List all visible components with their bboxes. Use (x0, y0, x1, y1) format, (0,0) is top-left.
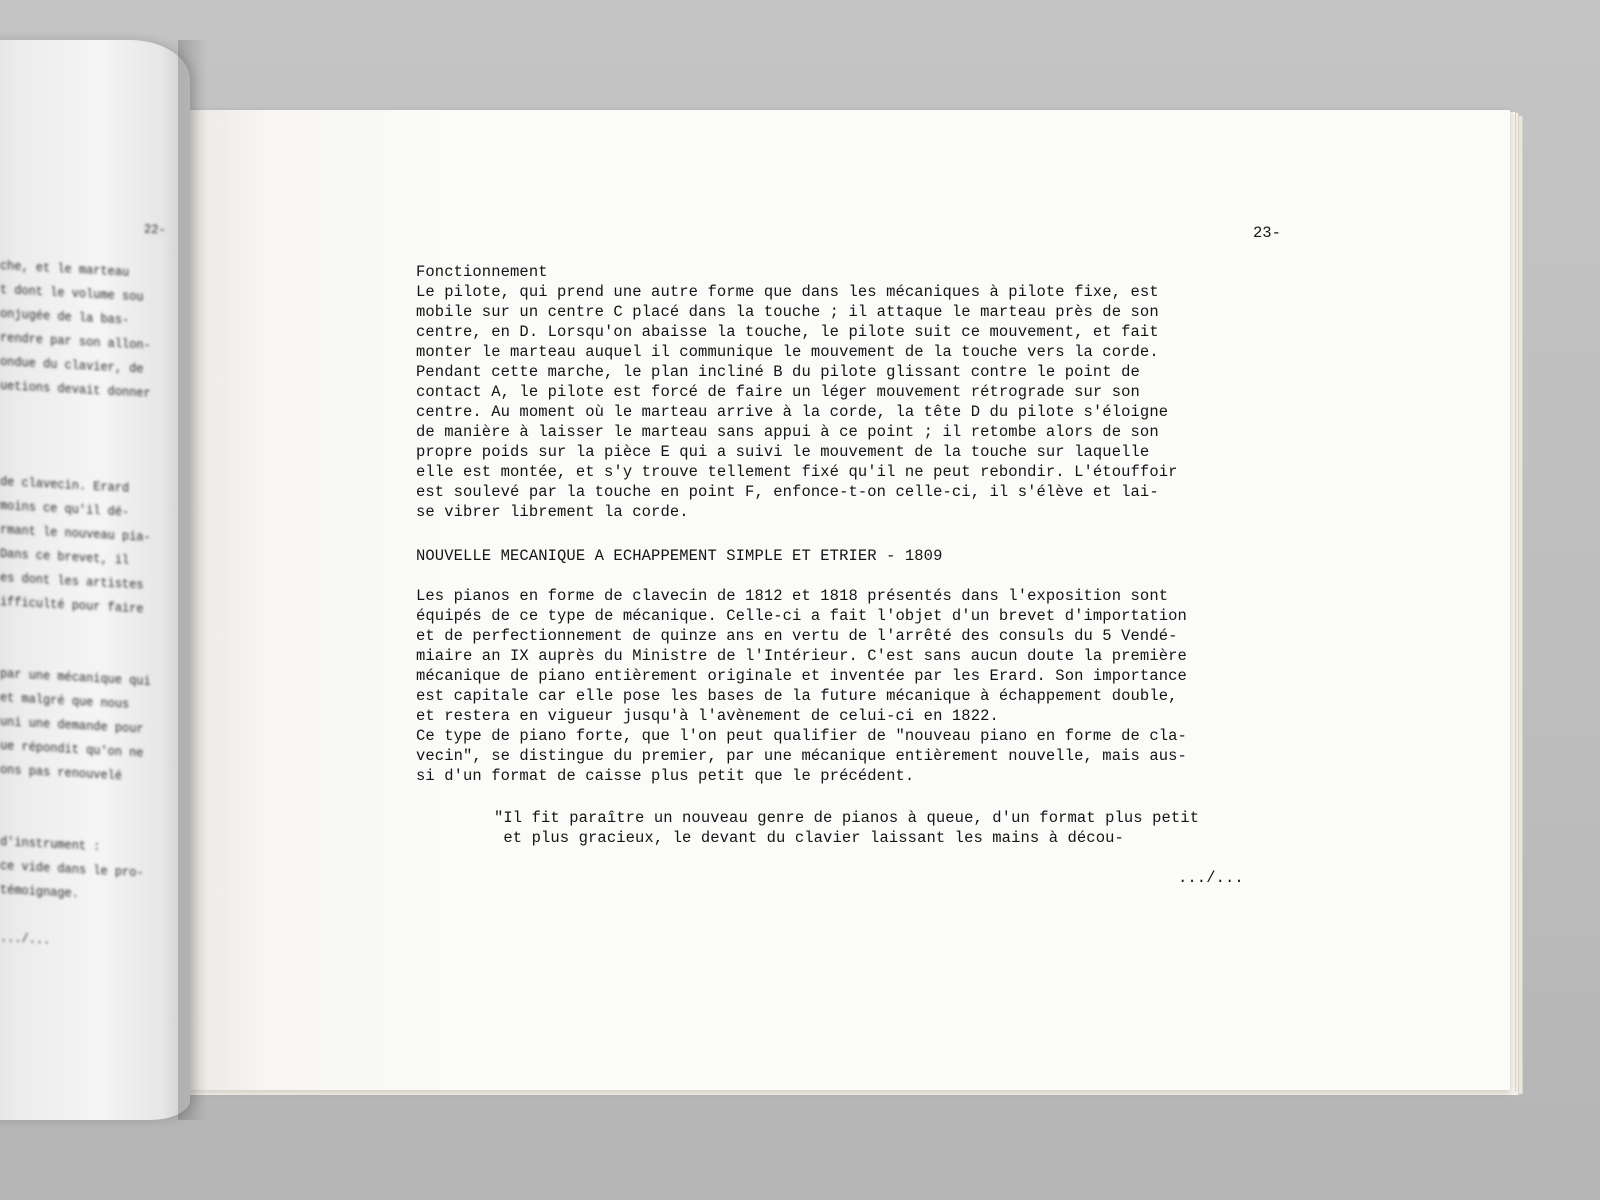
text-line: mobile sur un centre C placé dans la touche ; il attaque le marteau près de son (416, 303, 1159, 321)
text-line: équipés de ce type de mécanique. Celle-ci a fait l'objet d'un brevet d'importation (416, 607, 1187, 625)
text-line: propre poids sur la pièce E qui a suivi le mouvement de la touche sur laquelle (416, 443, 1150, 461)
text-line: centre. Au moment où le marteau arrive à la corde, la tête D du pilote s'éloigne (416, 403, 1169, 421)
left-page-line: témoignage. (0, 882, 79, 902)
left-page-line: de clavecin. Erard (0, 474, 130, 496)
left-page-line: rendre par son allon- (0, 330, 151, 353)
left-page-line: par une mécanique qui (0, 666, 151, 689)
text-line: se vibrer librement la corde. (416, 503, 689, 521)
left-page-line: rmant le nouveau pia- (0, 522, 151, 545)
left-page-line: che, et le marteau (0, 258, 130, 280)
left-page-line: moins ce qu'il dé- (0, 498, 130, 520)
quote-line: "Il fit paraître un nouveau genre de pianos à queue, d'un format plus petit (494, 809, 1200, 827)
paragraph-mecanique (416, 586, 1187, 786)
section-heading-fonctionnement: Fonctionnement (416, 263, 548, 281)
left-page-line: .../... (0, 930, 51, 948)
left-page-line: uni une demande pour (0, 714, 144, 737)
left-page-line: ondue du clavier, de (0, 354, 144, 377)
left-page-line: et malgré que nous (0, 690, 130, 712)
left-page-line: ons pas renouvelé (0, 762, 123, 784)
left-page-line: es dont les artistes (0, 570, 144, 593)
left-page-line: t dont le volume sou (0, 282, 144, 305)
text-line: contact A, le pilote est forcé de faire un léger mouvement rétrograde sur son (416, 383, 1140, 401)
text-line: Ce type de piano forte, que l'on peut qualifier de "nouveau piano en forme de cla- (416, 727, 1187, 745)
left-page-lines (0, 254, 166, 959)
left-page-number: 22- (144, 221, 166, 238)
left-page-line: onjugée de la bas- (0, 306, 130, 328)
paragraph-fonctionnement (416, 282, 1178, 522)
left-page-line: ifficulté pour faire (0, 594, 144, 617)
text-line: est soulevé par la touche en point F, enfonce-t-on celle-ci, il s'élève et lai- (416, 483, 1159, 501)
page-number: 23- (1253, 224, 1281, 242)
left-page-line: ce vide dans le pro- (0, 858, 144, 881)
left-page-text (0, 210, 166, 959)
block-quote (494, 808, 1199, 848)
text-line: si d'un format de caisse plus petit que le précédent. (416, 767, 915, 785)
continuation-mark: .../... (1178, 869, 1244, 887)
text-line: Les pianos en forme de clavecin de 1812 et 1818 présentés dans l'exposition sont (416, 587, 1169, 605)
text-line: et de perfectionnement de quinze ans en vertu de l'arrêté des consuls du 5 Vendé- (416, 627, 1178, 645)
text-line: est capitale car elle pose les bases de la future mécanique à échappement double, (416, 687, 1178, 705)
text-line: vecin", se distingue du premier, par une mécanique entièrement nouvelle, mais aus- (416, 747, 1187, 765)
left-page-line: Dans ce brevet, il (0, 546, 130, 568)
text-line: mécanique de piano entièrement originale et inventée par les Erard. Son importance (416, 667, 1187, 685)
left-page (0, 40, 190, 1120)
quote-line: et plus gracieux, le devant du clavier laissant les mains à décou- (494, 829, 1124, 847)
text-line: et restera en vigueur jusqu'à l'avènement de celui-ci en 1822. (416, 707, 999, 725)
text-line: elle est montée, et s'y trouve tellement fixé qu'il ne peut rebondir. L'étouffoir (416, 463, 1178, 481)
section-title: NOUVELLE MECANIQUE A ECHAPPEMENT SIMPLE ET ETRIER - 1809 (416, 547, 943, 565)
text-line: centre, en D. Lorsqu'on abaisse la touche, le pilote suit ce mouvement, et fait (416, 323, 1159, 341)
text-line: Pendant cette marche, le plan incliné B du pilote glissant contre le point de (416, 363, 1140, 381)
left-page-line: d'instrument : (0, 834, 101, 855)
left-page-line: uetions devait donner (0, 378, 151, 401)
text-line: de manière à laisser le marteau sans appui à ce point ; il retombe alors de son (416, 423, 1159, 441)
text-line: miaire an IX auprès du Ministre de l'Intérieur. C'est sans aucun doute la première (416, 647, 1187, 665)
text-line: Le pilote, qui prend une autre forme que dans les mécaniques à pilote fixe, est (416, 283, 1159, 301)
text-line: monter le marteau auquel il communique le mouvement de la touche vers la corde. (416, 343, 1159, 361)
left-page-line: ue répondit qu'on ne (0, 738, 144, 761)
